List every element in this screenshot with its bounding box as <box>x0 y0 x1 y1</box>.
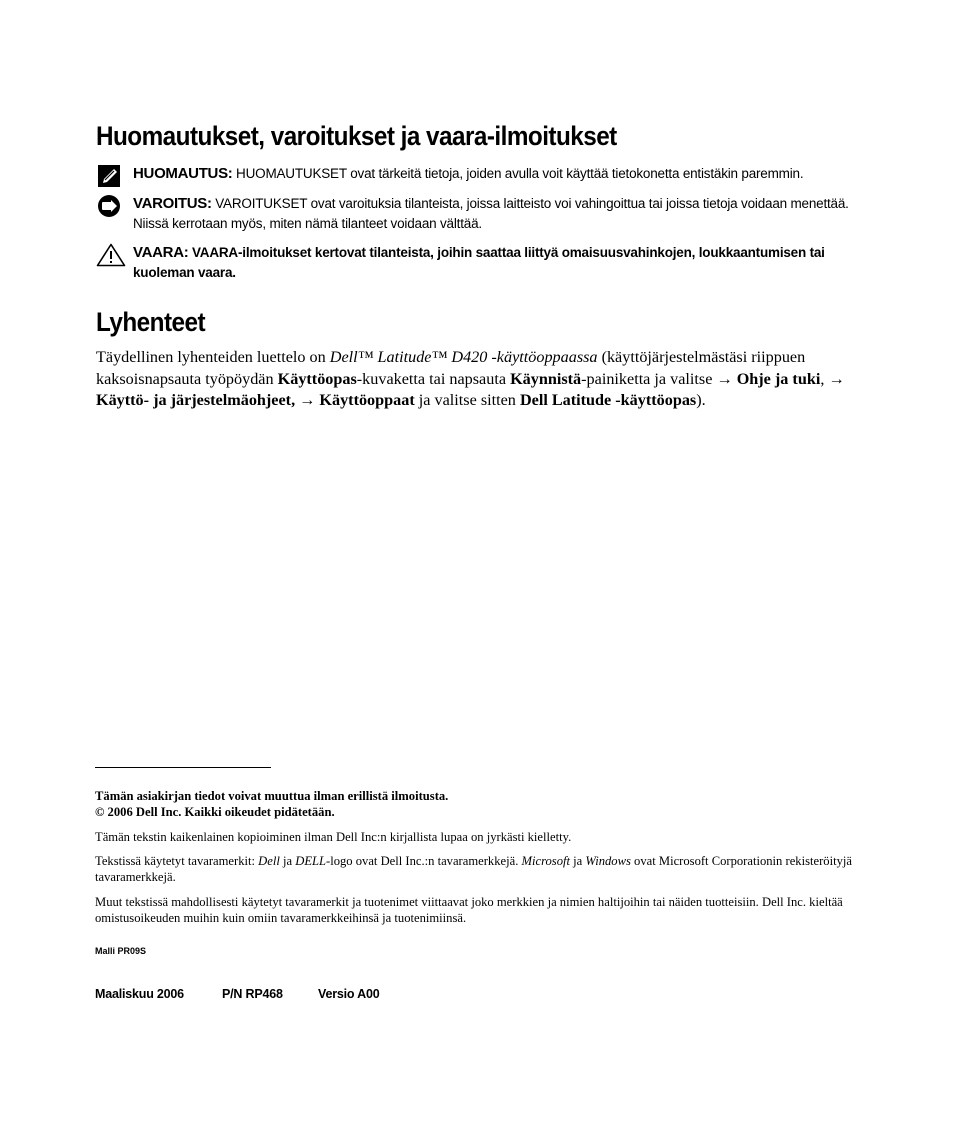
para-text: ja valitse sitten <box>414 391 520 409</box>
dell-latitude-guide-name: Dell Latitude -käyttöopas <box>519 391 697 409</box>
caution-notice <box>96 194 876 234</box>
tm-text: ja <box>279 854 296 868</box>
para-text: → <box>295 391 320 409</box>
tm-dell: Dell <box>258 854 280 868</box>
note-notice <box>96 164 876 184</box>
abbreviations-paragraph <box>96 347 886 412</box>
note-text: HUOMAUTUKSET ovat tärkeitä tietoja, joiden avulla voit käyttää tietokonetta entistäkin paremmin. <box>232 166 804 181</box>
caution-text: VAROITUKSET ovat varoituksia tilanteista, joissa laitteisto voi vahingoittua tai joissa tietoja voidaan menettää. Niissä kerrotaan myös, miten nämä tilanteet voidaan välttää. <box>133 196 849 231</box>
section-heading-abbreviations: Lyhenteet <box>96 307 206 337</box>
para-text: -kuvaketta tai napsauta <box>356 369 511 388</box>
revision: Versio A00 <box>318 987 380 1001</box>
copyright-line: © 2006 Dell Inc. Kaikki oikeudet pidätetään. <box>95 805 335 819</box>
users-guide-icon-name: Käyttöopas <box>277 369 357 388</box>
tm-microsoft: Microsoft <box>521 854 571 868</box>
para-text: , → <box>820 369 845 388</box>
notice-copyright <box>95 788 895 820</box>
tm-text: -logo ovat Dell Inc.:n tavaramerkkejä. <box>326 854 522 868</box>
tm-dell-logo: DELL <box>295 854 327 868</box>
part-number: P/N RP468 <box>222 987 283 1001</box>
tm-text: ovat Microsoft Corporationin rekisteröityjä tavaramerkkejä. <box>95 854 852 884</box>
tm-text: ja <box>570 854 586 868</box>
user-system-guides-name: Käyttö- ja järjestelmäohjeet, <box>96 391 296 409</box>
publication-date: Maaliskuu 2006 <box>95 987 184 1001</box>
para-text: ). <box>696 391 706 409</box>
warning-label: VAARA: <box>133 244 189 261</box>
start-button-name: Käynnistä <box>510 369 582 388</box>
section-heading-notices: Huomautukset, varoitukset ja vaara-ilmoitukset <box>96 121 617 151</box>
user-guides-name: Käyttöoppaat <box>319 391 415 409</box>
users-guide-title: Dell™ Latitude™ D420 -käyttöoppaassa <box>329 348 598 366</box>
para-text: -painiketta ja valitse → <box>581 369 737 388</box>
model-number: Malli PR09S <box>95 946 147 956</box>
para-text: (käyttöjärjestelmästäsi riippuen kaksoisnapsauta työpöydän <box>96 348 806 388</box>
warning-notice <box>96 243 876 283</box>
warning-text: VAARA-ilmoitukset kertovat tilanteista, joihin saattaa liittyä omaisuusvahinkojen, loukkaantumisen tai kuoleman vaara. <box>133 245 825 280</box>
tm-windows: Windows <box>585 854 631 868</box>
reproduction-notice: Tämän tekstin kaikenlainen kopioiminen ilman Dell Inc:n kirjallista lupaa on jyrkästi kielletty. <box>95 830 572 844</box>
change-notice: Tämän asiakirjan tiedot voivat muuttua ilman erillistä ilmoitusta. <box>95 789 449 803</box>
caution-hand-icon <box>96 194 122 220</box>
tm-text: Tekstissä käytetyt tavaramerkit: <box>95 854 259 868</box>
caution-label: VAROITUS: <box>133 195 212 212</box>
footnote-divider <box>95 767 271 768</box>
help-support-name: Ohje ja tuki <box>736 369 821 388</box>
trademarks-notice <box>95 853 895 885</box>
other-trademarks-notice: Muut tekstissä mahdollisesti käytetyt tavaramerkit ja tuotenimet viittaavat joko merkkien ja nimien haltijoihin tai näiden tuotteisiin. Dell Inc. kieltää omistusoikeuden muihin kuin omiin tavaramerkkeihinsä ja tuotenimiinsä. <box>95 895 843 925</box>
warning-triangle-icon <box>96 243 126 267</box>
note-label: HUOMAUTUS: <box>133 165 233 182</box>
note-pencil-icon <box>96 164 122 188</box>
para-text: Täydellinen lyhenteiden luettelo on <box>96 348 330 366</box>
